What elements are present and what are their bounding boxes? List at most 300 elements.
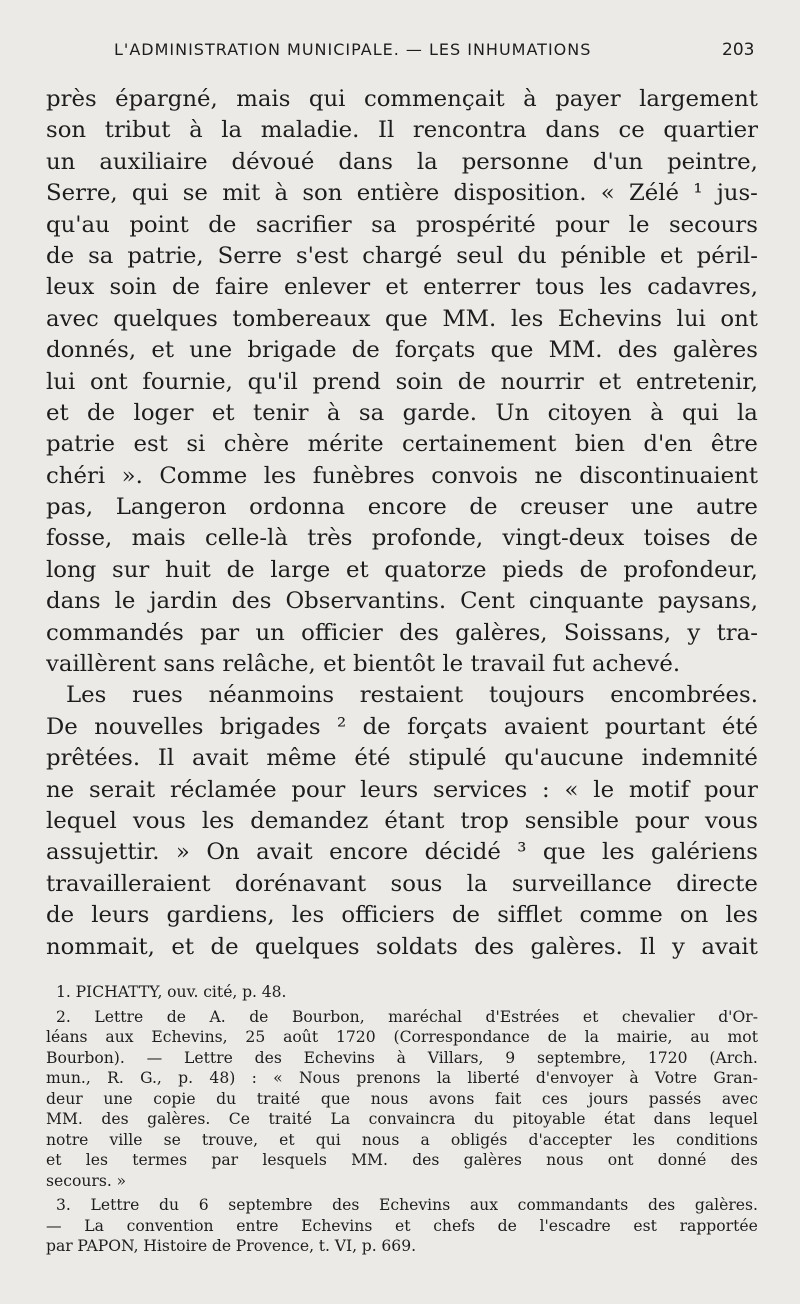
word: entretenir, — [635, 368, 758, 395]
word: PICHATTY, — [75, 983, 163, 1001]
word: étant — [384, 807, 445, 834]
word: du — [159, 1196, 180, 1214]
footnote-line — [46, 982, 758, 1003]
word: ce — [618, 117, 645, 144]
word: motif — [628, 776, 690, 803]
word: se — [182, 180, 208, 207]
word: officiers — [341, 902, 435, 929]
word: se — [163, 1130, 181, 1149]
word: commençait — [363, 86, 505, 112]
word: le — [442, 651, 464, 678]
word: pour — [635, 807, 689, 834]
word: De — [46, 713, 78, 740]
footnote — [46, 1007, 758, 1192]
word: 9 — [505, 1048, 516, 1067]
word: mun., — [46, 1069, 91, 1087]
text-line — [46, 900, 758, 931]
word: 3. — [56, 1196, 71, 1214]
word: de — [579, 556, 608, 583]
word: Histoire — [143, 1237, 208, 1255]
word: Bourbon, — [291, 1007, 365, 1026]
word: dans — [46, 588, 101, 615]
word: enterrer — [423, 274, 521, 301]
word: et — [598, 368, 622, 395]
word: dans — [653, 1110, 691, 1128]
word: assujettir. — [46, 839, 160, 866]
word: demandez — [250, 807, 369, 834]
word: convaincra — [368, 1110, 456, 1128]
word: par — [46, 1237, 73, 1255]
word: fosse, — [46, 525, 113, 552]
word: 6 — [198, 1196, 209, 1214]
word: y — [672, 933, 685, 960]
footnote-line — [46, 1130, 758, 1151]
word: le — [593, 776, 615, 803]
word: très — [307, 525, 353, 552]
footnote-line — [46, 1007, 758, 1028]
word: leux — [46, 274, 95, 301]
word: pitoyable — [512, 1110, 586, 1128]
word: août — [283, 1028, 319, 1046]
running-head-title: L'ADMINISTRATION MUNICIPALE. — LES INHUMATIONS — [114, 40, 592, 59]
word: du — [473, 1110, 495, 1128]
word: MM. — [351, 1151, 388, 1169]
word: toises — [643, 525, 711, 552]
word: une — [103, 1089, 133, 1108]
word: ouv. — [167, 983, 199, 1001]
word: de — [211, 1237, 232, 1255]
word: les — [599, 274, 633, 301]
word: avaient — [503, 713, 589, 740]
word: a — [420, 1130, 430, 1149]
word: et — [279, 1130, 295, 1149]
word: relâche, — [222, 651, 316, 678]
word: convois — [431, 462, 518, 489]
word: galères, — [455, 619, 548, 646]
word: profonde, — [371, 525, 484, 552]
word: jus- — [716, 180, 758, 207]
word: « — [600, 180, 615, 207]
word: bientôt — [353, 651, 436, 678]
text-line — [46, 523, 758, 554]
word: septembre, — [536, 1048, 627, 1067]
word: et — [171, 933, 195, 960]
word: entre — [236, 1216, 279, 1235]
word: de — [166, 1007, 186, 1026]
word: nous — [546, 1151, 584, 1169]
word: dorénavant — [234, 870, 367, 897]
word: des — [730, 1151, 758, 1169]
word: Lettre — [90, 1196, 140, 1214]
word: galères — [672, 337, 758, 364]
word: tribut — [104, 117, 171, 144]
word: large — [270, 556, 331, 583]
text-line — [46, 869, 758, 900]
word: d'accepter — [528, 1130, 612, 1149]
word: ³ — [517, 839, 527, 866]
word: citoyen — [547, 399, 632, 426]
word: loger — [133, 399, 194, 426]
word: surveillance — [511, 870, 652, 897]
text-line — [46, 775, 758, 806]
word: ne — [46, 776, 75, 803]
word: deur — [46, 1089, 83, 1108]
word: mérite — [307, 431, 384, 458]
word: patrie — [46, 431, 116, 458]
word: son — [302, 180, 343, 207]
word: aux — [105, 1028, 134, 1046]
word: d'en — [643, 431, 693, 458]
word: à — [396, 1048, 406, 1067]
word: qui — [131, 180, 169, 207]
word: sacrifier — [255, 211, 352, 238]
word: Bourbon). — [46, 1048, 125, 1067]
word: indemnité — [641, 745, 758, 772]
word: Serre — [217, 242, 282, 269]
word: donnés, — [46, 337, 137, 364]
word: les — [725, 902, 758, 929]
word: les — [602, 839, 635, 866]
word: de — [249, 1007, 269, 1026]
word: PAPON, — [77, 1237, 139, 1255]
word: avec — [721, 1089, 758, 1108]
word: sensible — [524, 807, 620, 834]
word: qui — [682, 399, 719, 426]
word: Comme — [159, 462, 248, 489]
word: Echevins — [378, 1196, 451, 1214]
word: Soissans, — [563, 619, 672, 646]
word: lui — [676, 305, 706, 332]
text-line — [46, 115, 758, 146]
word: dévoué — [231, 148, 315, 175]
word: mot — [727, 1028, 758, 1046]
word: pour — [555, 211, 610, 238]
text-line — [46, 335, 758, 366]
word: une — [630, 494, 674, 521]
word: soin — [395, 368, 443, 395]
word: et — [323, 651, 346, 678]
word: jardin — [149, 588, 218, 615]
word: près — [46, 86, 97, 112]
word: tra- — [716, 619, 758, 646]
word: de — [547, 1028, 567, 1046]
word: les — [510, 305, 544, 332]
text-line — [46, 743, 758, 774]
word: « — [564, 776, 579, 803]
text-line — [46, 147, 758, 178]
word: qui — [315, 1130, 341, 1149]
word: VI, — [334, 1237, 358, 1255]
word: Ce — [228, 1110, 250, 1128]
word: un — [46, 148, 76, 175]
word: Il — [639, 933, 656, 960]
word: — — [46, 1216, 62, 1235]
word: serait — [89, 776, 156, 803]
word: cité, — [203, 983, 238, 1001]
word: funèbres — [312, 462, 415, 489]
word: quelques — [113, 305, 218, 332]
word: vaillèrent — [46, 651, 157, 678]
word: la — [436, 1069, 452, 1087]
word: sa — [358, 399, 385, 426]
word: travailleraient — [46, 870, 211, 897]
word: nourrir — [500, 368, 584, 395]
word: état — [603, 1110, 636, 1128]
word: sa — [88, 242, 114, 269]
word: qu'aucune — [504, 745, 624, 772]
word: nouvelles — [94, 713, 204, 740]
word: disposition. — [453, 180, 587, 207]
word: et — [582, 1007, 599, 1026]
word: néanmoins — [208, 682, 335, 709]
word: R. — [107, 1069, 124, 1087]
word: gardiens, — [166, 902, 275, 929]
word: maréchal — [388, 1007, 462, 1026]
word: de — [171, 274, 201, 301]
word: quartier — [663, 117, 758, 144]
word: ont — [607, 1151, 634, 1169]
word: soin — [109, 274, 157, 301]
word: et — [46, 399, 69, 426]
word: cinquante — [528, 588, 644, 615]
text-line — [46, 680, 758, 711]
word: leurs — [360, 776, 419, 803]
footnote-line — [46, 1171, 758, 1192]
word: Votre — [654, 1069, 698, 1087]
word: officier — [301, 619, 383, 646]
word: épargné, — [115, 86, 218, 112]
word: pour — [291, 776, 346, 803]
word: services — [433, 776, 528, 803]
word: ». — [121, 462, 143, 489]
word: Echevins — [557, 305, 662, 332]
word: lesquels — [262, 1151, 327, 1169]
word: La — [330, 1110, 351, 1128]
word: La — [84, 1216, 104, 1235]
word: : — [542, 776, 550, 803]
word: d'un — [592, 148, 644, 175]
word: (Correspondance — [393, 1028, 530, 1046]
word: A. — [209, 1007, 226, 1026]
word: Provence, — [235, 1237, 315, 1255]
word: traité — [256, 1089, 301, 1108]
word: mais — [236, 86, 291, 112]
word: et — [151, 337, 175, 364]
word: termes — [132, 1151, 188, 1169]
word: leurs — [91, 902, 150, 929]
word: été — [354, 745, 391, 772]
word: Observantins. — [285, 588, 447, 615]
word: à — [189, 117, 203, 144]
word: vingt-deux — [502, 525, 625, 552]
word: les — [632, 1130, 655, 1149]
word: les — [85, 1151, 108, 1169]
word: sous — [390, 870, 443, 897]
word: ont — [90, 368, 128, 395]
word: de — [46, 902, 75, 929]
word: rapportée — [679, 1216, 758, 1235]
word: le — [628, 211, 650, 238]
word: Langeron — [115, 494, 227, 521]
word: point — [129, 211, 189, 238]
word: patrie, — [127, 242, 204, 269]
word: profondeur, — [623, 556, 758, 583]
word: lequel — [709, 1110, 758, 1128]
word: Villars, — [427, 1048, 484, 1067]
word: est — [133, 431, 168, 458]
word: pour — [703, 776, 758, 803]
word: avait — [192, 745, 249, 772]
word: l'escadre — [539, 1216, 611, 1235]
word: de — [46, 242, 75, 269]
footnote-line — [46, 1195, 758, 1216]
word: de — [451, 902, 481, 929]
word: notre — [46, 1130, 89, 1149]
word: copie — [153, 1089, 196, 1108]
word: prend — [312, 368, 381, 395]
word: de — [208, 211, 237, 238]
word: est — [633, 1216, 657, 1235]
word: On — [206, 839, 240, 866]
word: ces — [541, 1089, 568, 1108]
text-line — [46, 272, 758, 303]
word: péril- — [696, 242, 758, 269]
word: Gran- — [713, 1069, 758, 1087]
page-number: 203 — [722, 40, 755, 60]
word: qui — [308, 86, 346, 112]
word: dans — [338, 148, 393, 175]
word: obligés — [450, 1130, 508, 1149]
word: cadavres, — [647, 274, 758, 301]
footnote-line — [46, 1109, 758, 1130]
word: rencontra — [412, 117, 527, 144]
word: la — [737, 399, 758, 426]
word: brigade — [247, 337, 337, 364]
word: Echevins — [301, 1216, 373, 1235]
word: décidé — [424, 839, 501, 866]
word: de — [351, 337, 380, 364]
word: être — [710, 431, 758, 458]
word: secours — [668, 211, 758, 238]
word: son — [46, 117, 87, 144]
word: ordonna — [249, 494, 346, 521]
word: ² — [337, 713, 347, 740]
text-line — [46, 461, 758, 492]
word: à — [274, 180, 289, 207]
word: du — [216, 1089, 237, 1108]
word: « — [273, 1069, 283, 1087]
word: directe — [676, 870, 758, 897]
footnote-line — [46, 1216, 758, 1237]
word: maladie. — [260, 117, 360, 144]
text-line — [46, 618, 758, 649]
word: bien — [574, 431, 625, 458]
word: des — [254, 1048, 282, 1067]
word: ¹ — [693, 180, 703, 207]
word: stipulé — [408, 745, 487, 772]
text-line — [46, 837, 758, 868]
word: on — [679, 902, 709, 929]
word: à — [629, 1069, 639, 1087]
word: 48) — [209, 1069, 236, 1087]
word: que — [320, 1089, 351, 1108]
word: des — [647, 1196, 676, 1214]
word: long — [46, 556, 97, 583]
word: payer — [555, 86, 621, 112]
word: et — [211, 399, 235, 426]
word: galères. — [694, 1196, 758, 1214]
word: la — [584, 1028, 599, 1046]
word: garde. — [402, 399, 477, 426]
word: de — [457, 368, 486, 395]
word: galères — [463, 1151, 522, 1169]
word: lui — [46, 368, 76, 395]
word: pourtant — [604, 713, 706, 740]
word: donné — [657, 1151, 707, 1169]
word: — — [146, 1048, 163, 1067]
word: que — [385, 305, 428, 332]
footnote-line — [46, 1048, 758, 1069]
word: passés — [648, 1089, 702, 1108]
word: tombereaux — [232, 305, 371, 332]
word: ne — [534, 462, 563, 489]
word: par — [211, 1151, 239, 1169]
word: y — [687, 619, 701, 646]
word: jours — [588, 1089, 629, 1108]
word: vous — [704, 807, 758, 834]
word: Lettre — [94, 1007, 144, 1026]
word: 2. — [56, 1007, 71, 1026]
word: largement — [639, 86, 758, 112]
text-line — [46, 429, 758, 460]
text-line — [46, 492, 758, 523]
word: MM. — [46, 1110, 83, 1128]
word: auxiliaire — [99, 148, 208, 175]
word: d'Estrées — [485, 1007, 560, 1026]
body-text — [46, 84, 758, 963]
word: nommait, — [46, 933, 155, 960]
word: été — [721, 713, 758, 740]
word: 669. — [381, 1237, 417, 1255]
word: nous — [361, 1130, 400, 1149]
word: comme — [579, 902, 663, 929]
word: creuser — [520, 494, 608, 521]
word: Serre, — [46, 180, 118, 207]
word: et — [395, 1216, 411, 1235]
word: de — [87, 399, 116, 426]
word: pas, — [46, 494, 94, 521]
word: chevalier — [621, 1007, 695, 1026]
word: brigades — [219, 713, 321, 740]
word: discontinuaient — [579, 462, 758, 489]
footnote — [46, 1195, 758, 1257]
word: Echevins, — [151, 1028, 228, 1046]
word: celle-là — [205, 525, 288, 552]
word: tenir — [252, 399, 309, 426]
text-line — [46, 367, 758, 398]
word: G., — [140, 1069, 162, 1087]
word: si — [186, 431, 206, 458]
word: qu'il — [247, 368, 298, 395]
word: ont — [720, 305, 758, 332]
word: t. — [318, 1237, 331, 1255]
word: 25 — [245, 1028, 266, 1046]
word: de — [729, 525, 758, 552]
text-line — [46, 932, 758, 963]
word: seul — [456, 242, 504, 269]
footnote-line — [46, 1089, 758, 1110]
word: peintre, — [667, 148, 758, 175]
